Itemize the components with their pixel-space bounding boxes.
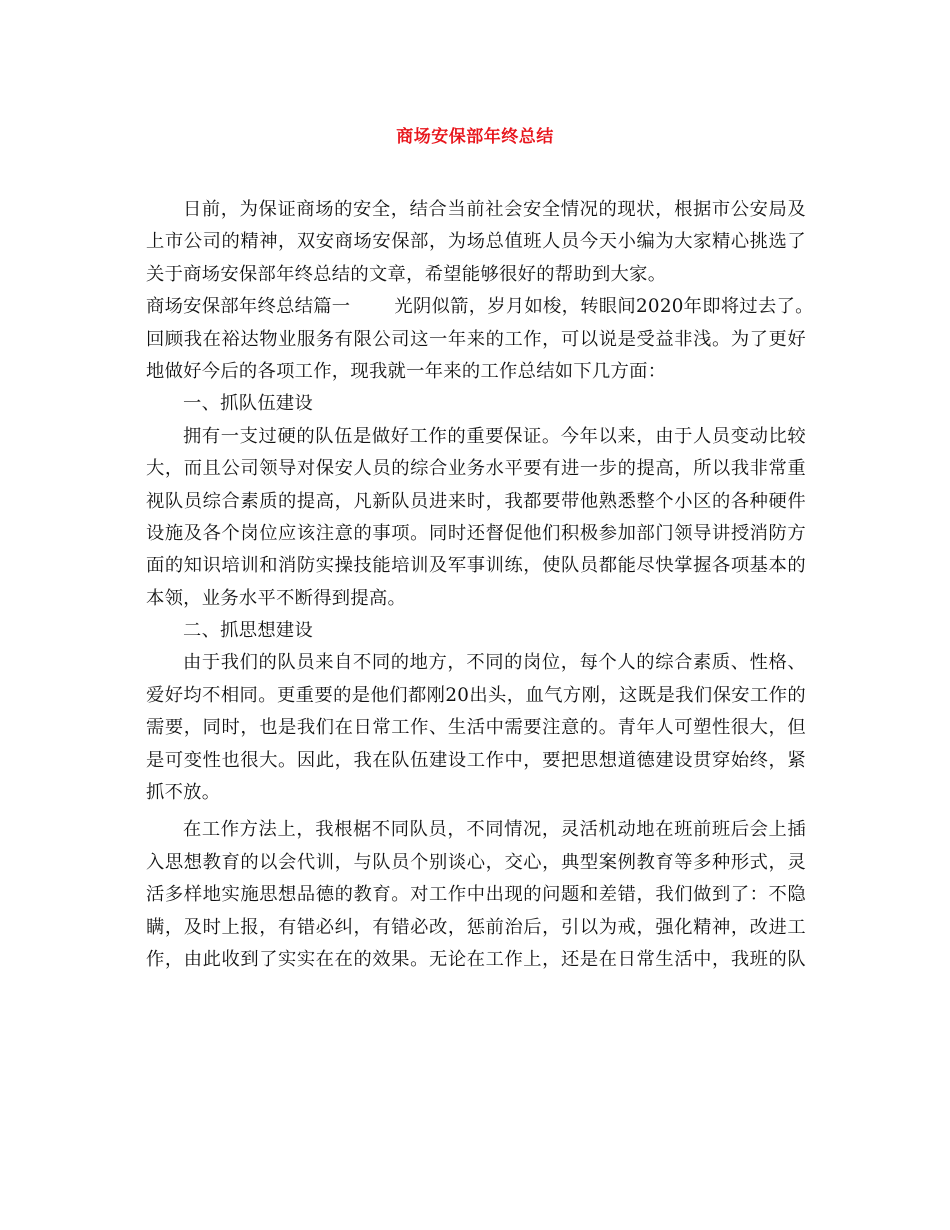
paragraph-line: 是可变性也很大。因此，我在队伍建设工作中，要把思想道德建设贯穿始终，紧 [146, 749, 806, 771]
paragraph-line: 大，而且公司领导对保安人员的综合业务水平要有进一步的提高，所以我非常重 [146, 458, 806, 480]
document-body [146, 194, 814, 976]
paragraph-line: 上市公司的精神，双安商场安保部，为场总值班人员今天小编为大家精心挑选了 [146, 231, 806, 253]
paragraph-line [146, 291, 814, 323]
paragraph-line: 作，由此收到了实实在在的效果。无论在工作上，还是在日常生活中，我班的队 [146, 948, 806, 970]
paragraph-line: 设施及各个岗位应该注意的事项。同时还督促他们积极参加部门领导讲授消防方 [146, 522, 806, 544]
paragraph-line: 拥有一支过硬的队伍是做好工作的重要保证。今年以来，由于人员变动比较 [183, 425, 806, 447]
section-heading: 商场安保部年终总结篇一 [146, 296, 351, 318]
document-title: 商场安保部年终总结 [396, 127, 554, 147]
paragraph-line: 由于我们的队员来自不同的地方，不同的岗位，每个人的综合素质、性格、 [183, 652, 806, 674]
paragraph-line: 需要，同时，也是我们在日常工作、生活中需要注意的。青年人可塑性很大，但 [146, 717, 806, 739]
paragraph-line: 日前，为保证商场的安全，结合当前社会安全情况的现状，根据市公安局及 [183, 199, 806, 220]
paragraph-line: 关于商场安保部年终总结的文章，希望能够很好的帮助到大家。 [146, 263, 667, 285]
paragraph-line: 抓不放。 [146, 782, 221, 804]
section-heading: 二、抓思想建设 [183, 620, 314, 642]
paragraph-line: 地做好今后的各项工作，现我就一年来的工作总结如下几方面： [146, 360, 667, 382]
paragraph-line: 面的知识培训和消防实操技能培训及军事训练，使队员都能尽快掌握各项基本的 [146, 555, 806, 577]
paragraph-line: 活多样地实施思想品德的教育。对工作中出现的问题和差错，我们做到了：不隐 [146, 884, 806, 906]
section-heading: 一、抓队伍建设 [183, 393, 314, 415]
paragraph-line: 瞒，及时上报，有错必纠，有错必改，惩前治后，引以为戒，强化精神，改进工 [146, 916, 806, 938]
paragraph-text: 光阴似箭，岁月如梭，转眼间2020年即将过去了。 [394, 296, 814, 318]
paragraph-line: 本领，业务水平不断得到提高。 [146, 587, 407, 609]
paragraph-line: 回顾我在裕达物业服务有限公司这一年来的工作，可以说是受益非浅。为了更好 [146, 328, 806, 350]
paragraph-line: 视队员综合素质的提高，凡新队员进来时，我都要带他熟悉整个小区的各种硬件 [146, 490, 806, 512]
paragraph-line: 爱好均不相同。更重要的是他们都刚20出头，血气方刚，这既是我们保安工作的 [146, 684, 806, 706]
paragraph-line: 入思想教育的以会代训，与队员个别谈心，交心，典型案例教育等多种形式，灵 [146, 851, 806, 873]
paragraph-line: 在工作方法上，我根椐不同队员，不同情况，灵活机动地在班前班后会上插 [183, 819, 806, 841]
